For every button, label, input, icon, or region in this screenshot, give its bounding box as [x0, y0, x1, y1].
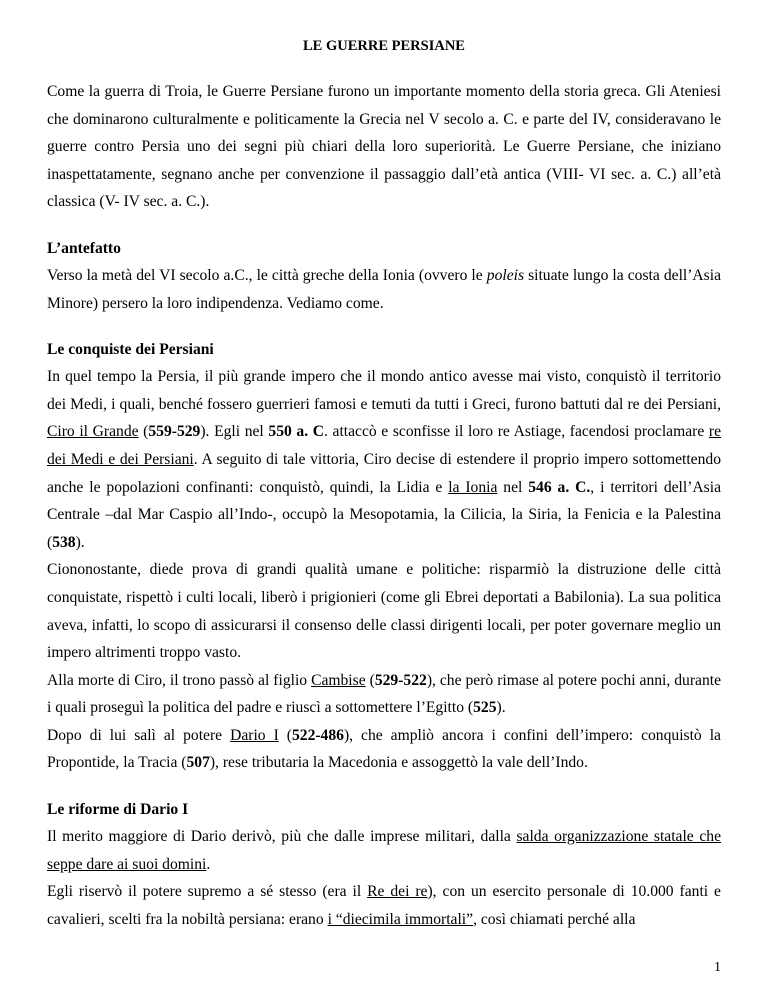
- text-run: ).: [75, 533, 85, 551]
- document-body: [47, 36, 721, 933]
- text-run: Verso la metà del VI secolo a.C., le città greche della Ionia (ovvero le: [47, 266, 487, 284]
- text-run: . A seguito di tale vittoria, Ciro decise di estendere il proprio impero sottomettendo anche le popolazioni confinanti: conquistò, quindi, la Lidia e: [47, 450, 721, 496]
- riforme-paragraph-2: [47, 878, 721, 933]
- bold-date: 522-486: [291, 726, 344, 744]
- riforme-paragraph-1: [47, 823, 721, 878]
- underlined-organizzazione: salda organizzazione statale che seppe dare ai suoi domini: [47, 828, 721, 873]
- antefatto-paragraph: [47, 262, 721, 317]
- text-run: ). Egli nel: [200, 423, 269, 441]
- underlined-immortali: i “diecimila immortali”: [327, 910, 474, 928]
- bold-date: 559-529: [148, 423, 201, 441]
- underlined-ionia: la Ionia: [448, 478, 498, 496]
- text-run: Il merito maggiore di Dario derivò, più che dalle imprese militari, dalla: [47, 828, 517, 846]
- text-run: Dopo di lui salì al potere: [47, 726, 231, 744]
- text-run: , così chiamati perché alla: [473, 910, 636, 928]
- section-heading-riforme: Le riforme di Dario I: [47, 801, 189, 819]
- section-heading-antefatto: L’antefatto: [47, 239, 121, 257]
- text-run: ), con un esercito personale di 10.000 fanti e cavalieri, scelti fra la nobiltà persiana: erano: [47, 883, 721, 928]
- text-run: (: [138, 423, 149, 441]
- text-run: Egli riservò il potere supremo a sé stesso (era il: [47, 883, 368, 901]
- bold-date: 529-522: [374, 671, 427, 689]
- text-run: (: [278, 726, 292, 744]
- underlined-dario: Dario I: [230, 726, 279, 744]
- underlined-ciro: Ciro il Grande: [47, 423, 139, 441]
- bold-date: 525: [473, 699, 497, 717]
- section-gap: [47, 216, 721, 235]
- bold-date: 538: [52, 533, 76, 551]
- section-gap: [47, 777, 721, 796]
- text-run: ), che ampliò ancora i confini dell’impero: conquistò la Propontide, la Tracia (: [47, 726, 721, 772]
- text-run: ), rese tributaria la Macedonia e assoggettò la vale dell’Indo.: [209, 754, 588, 772]
- document-title: LE GUERRE PERSIANE: [303, 38, 465, 54]
- underlined-re-medi: re dei Medi e dei Persiani: [47, 423, 722, 468]
- conquiste-paragraph-1: [47, 363, 721, 556]
- bold-date: 546 a. C.: [528, 478, 591, 496]
- underlined-cambise: Cambise: [311, 671, 366, 689]
- emphasis-poleis: poleis: [486, 266, 525, 284]
- bold-date: 550 a. C: [268, 423, 324, 441]
- text-run: nel: [497, 478, 529, 496]
- conquiste-paragraph-3: [47, 667, 721, 722]
- text-run: ), che però rimase al potere pochi anni, durante i quali proseguì la politica del padre e riuscì a sottomettere l’Egitto (: [47, 671, 722, 717]
- text-run: .: [206, 855, 211, 873]
- text-run: (: [365, 671, 375, 689]
- bold-date: 507: [186, 754, 210, 772]
- conquiste-paragraph-4: [47, 722, 721, 777]
- intro-paragraph: Come la guerra di Troia, le Guerre Persiane furono un importante momento della storia greca. Gli Ateniesi che dominarono culturalmente e politicamente la Grecia nel V secolo a. C. e parte del IV, consideravano le guerre contro Persia uno dei segni più chiari della loro superiorità. Le Guerre Persiane, che iniziano inaspettatamente, segnano anche per convenzione il passaggio dall’età antica (VIII- VI sec. a. C.) all’età classica (V- IV sec. a. C.).: [47, 83, 721, 211]
- text-run: Alla morte di Ciro, il trono passò al figlio: [47, 671, 312, 689]
- text-run: , i territori dell’Asia Centrale –dal Mar Caspio all’Indo-, occupò la Mesopotamia, la Cilicia, la Siria, la Fenicia e la Palestina (: [47, 478, 721, 551]
- text-run: . attaccò e sconfisse il loro re Astiage, facendosi proclamare: [324, 423, 709, 441]
- text-run: situate lungo la costa dell’Asia Minore) persero la loro indipendenza. Vediamo come.: [47, 266, 722, 312]
- section-heading-conquiste: Le conquiste dei Persiani: [47, 341, 214, 359]
- page-number: 1: [714, 960, 721, 975]
- text-run: In quel tempo la Persia, il più grande impero che il mondo antico avesse mai visto, conquistò il territorio dei Medi, i quali, benché fossero guerrieri famosi e temuti da tutti i Greci, furono battuti dal re dei Persiani,: [47, 368, 721, 413]
- text-run: ).: [496, 699, 506, 717]
- section-gap: [47, 317, 721, 336]
- underlined-re-dei-re: Re dei re: [367, 883, 428, 901]
- conquiste-paragraph-2: Ciononostante, diede prova di grandi qualità umane e politiche: risparmiò la distruzione delle città conquistate, rispettò i culti locali, liberò i prigionieri (come gli Ebrei deportati a Babilonia). La sua politica aveva, infatti, lo scopo di assicurarsi il consenso delle classi dirigenti locali, per poter governare meglio un impero altrimenti troppo vasto.: [47, 561, 721, 662]
